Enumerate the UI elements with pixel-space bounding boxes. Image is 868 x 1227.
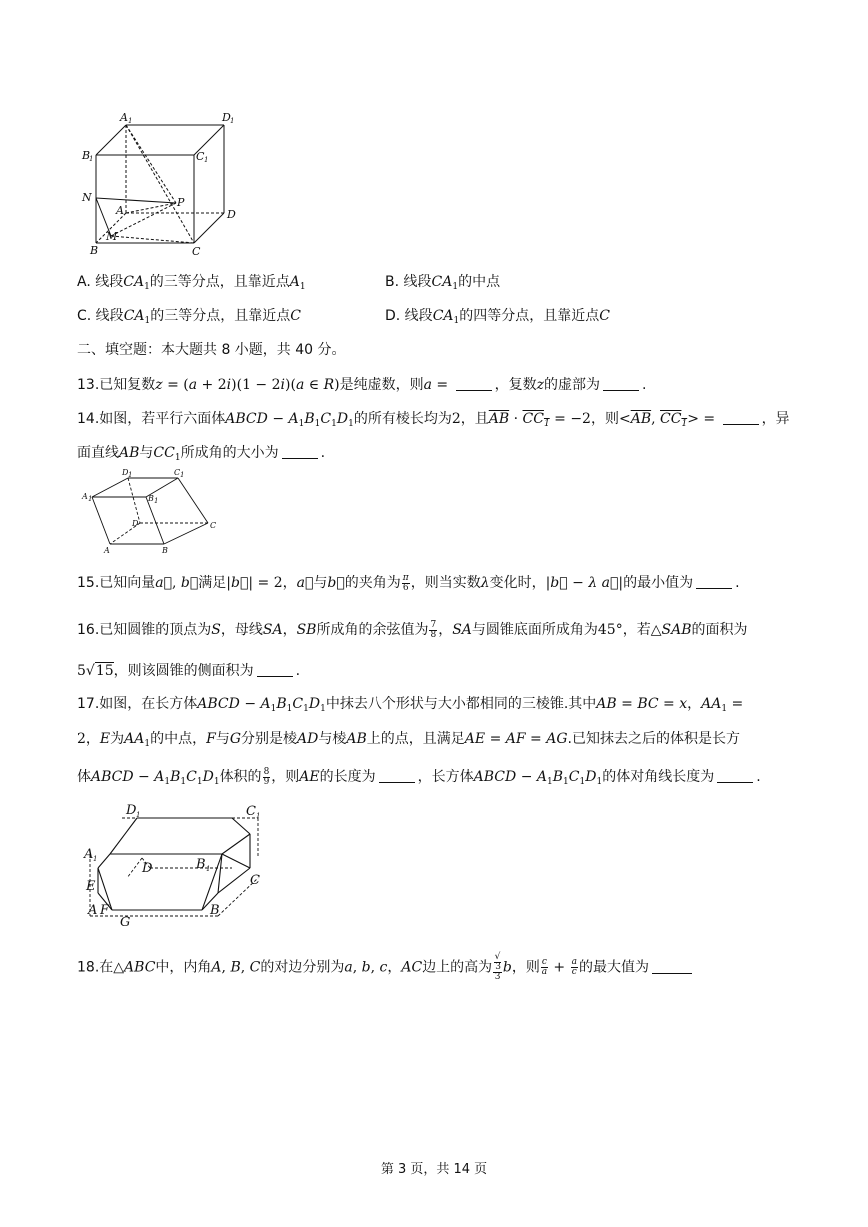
answer-blank [723, 410, 759, 425]
question-16-line2: 5√15，则该圆锥的侧面积为 . [77, 663, 301, 679]
answer-blank [282, 444, 318, 459]
answer-blank [379, 768, 415, 783]
answer-blank [652, 959, 692, 974]
label-a1: A [84, 847, 94, 862]
label-d1: D [122, 468, 129, 477]
figure-truncated-cuboid [82, 798, 272, 930]
answer-blank [717, 768, 753, 783]
option-b: B. 线段$CA_1$的中点 [385, 274, 501, 292]
answer-blank [603, 376, 639, 391]
figure-cube [76, 108, 256, 260]
label-e: E [86, 879, 96, 894]
page-footer: 第 3 页，共 14 页 [380, 1162, 488, 1177]
label-c: C [210, 521, 217, 530]
svg-text:1: 1 [206, 865, 211, 873]
label-m: M [106, 230, 118, 243]
svg-text:1: 1 [128, 117, 133, 125]
label-d: D [142, 861, 153, 876]
label-b1: B [82, 149, 91, 162]
label-a1: A [82, 492, 88, 501]
svg-text:1: 1 [128, 471, 133, 479]
svg-text:1: 1 [89, 155, 94, 163]
label-b1: B [196, 857, 206, 872]
svg-text:1: 1 [88, 495, 93, 503]
question-14-line2: 面直线AB与$CC_1$所成角的大小为 . [77, 445, 326, 463]
question-17: 17.如图，在长方体ABCD − $A_1B_1C_1D_1$中抹去八个形状与大小都相同的三棱锥.其中AB = BC = x，$AA_1$ = [77, 696, 744, 714]
svg-text:1: 1 [230, 117, 235, 125]
answer-blank [696, 574, 732, 589]
option-a: A. 线段$CA_1$的三等分点，且靠近点$A_1$ [77, 274, 306, 292]
label-a: A [88, 903, 98, 918]
label-d1: D [222, 111, 231, 124]
label-c: C [250, 873, 260, 888]
option-c: C. 线段$CA_1$的三等分点，且靠近点C [77, 308, 301, 326]
label-c1: C [196, 150, 205, 163]
question-18: 18.在△ABC中，内角A, B, C的对边分别为a, b, c，AC边上的高为 √ 3 3 b，则 $\frac{c}{a}$ + $\frac{a}{c}$ 的最大值为 [77, 953, 695, 982]
question-17-line3: 体ABCD − $A_1B_1C_1D_1$体积的 $\frac{8}{9}$ ，则AE的长度为 ，长方体ABCD − $A_1B_1C_1D_1$的体对角线长度为 . [77, 766, 761, 787]
label-d: D [227, 208, 236, 221]
label-b: B [210, 903, 220, 918]
svg-text:1: 1 [180, 471, 185, 479]
label-b: B [90, 244, 99, 257]
label-c: C [192, 245, 201, 258]
option-d: D. 线段$CA_1$的四等分点，且靠近点C [385, 308, 610, 326]
question-16: 16.已知圆锥的顶点为S，母线SA，SB所成角的余弦值为 $\frac{7}{8}$ ，SA与圆锥底面所成角为45°，若△SAB的面积为 [77, 619, 748, 640]
label-b: B [162, 546, 168, 555]
label-c1: C [174, 468, 181, 477]
question-17-line2: 2，E为$AA_1$的中点，F与G分别是棱AD与棱AB上的点，且满足AE = AF = AG.已知抹去之后的体积是长方 [77, 731, 740, 749]
label-n: N [82, 191, 92, 204]
question-15: 15.已知向量a⃗, b⃗满足|b⃗| = 2，a⃗与b⃗的夹角为 $\frac{\pi}{6}$ ，则当实数λ变化时，|b⃗ − λ a⃗|的最小值为 . [77, 572, 740, 593]
svg-text:1: 1 [154, 497, 159, 505]
label-d: D [132, 519, 139, 528]
question-13: 13.已知复数z = (a + 2i)(1 − 2i)(a ∈ R)是纯虚数，则a = ，复数z的虚部为 . [77, 377, 647, 393]
label-p: P [177, 196, 185, 209]
section-header: 二、填空题：本大题共 8 小题，共 40 分。 [77, 342, 346, 358]
label-c1: C [246, 804, 256, 819]
question-14: 14.如图，若平行六面体ABCD − $A_1B_1C_1D_1$的所有棱长均为2，且$\overline{AB} \cdot CC_1 = -2$，则$<\overline{AB}$, $CC_1>$ = ，异 [77, 411, 790, 429]
answer-blank [456, 376, 492, 391]
label-f: F [100, 903, 110, 918]
svg-text:1: 1 [204, 156, 209, 164]
svg-text:1: 1 [93, 855, 98, 863]
svg-text:1: 1 [256, 812, 261, 820]
label-b1: B [148, 494, 154, 503]
label-a1: A [120, 111, 128, 124]
label-a: A [104, 546, 110, 555]
answer-blank [257, 662, 293, 677]
svg-text:1: 1 [136, 811, 141, 819]
label-d1: D [126, 803, 137, 818]
label-a: A [116, 204, 124, 217]
label-g: G [120, 915, 131, 930]
figure-parallelepiped [80, 468, 225, 558]
